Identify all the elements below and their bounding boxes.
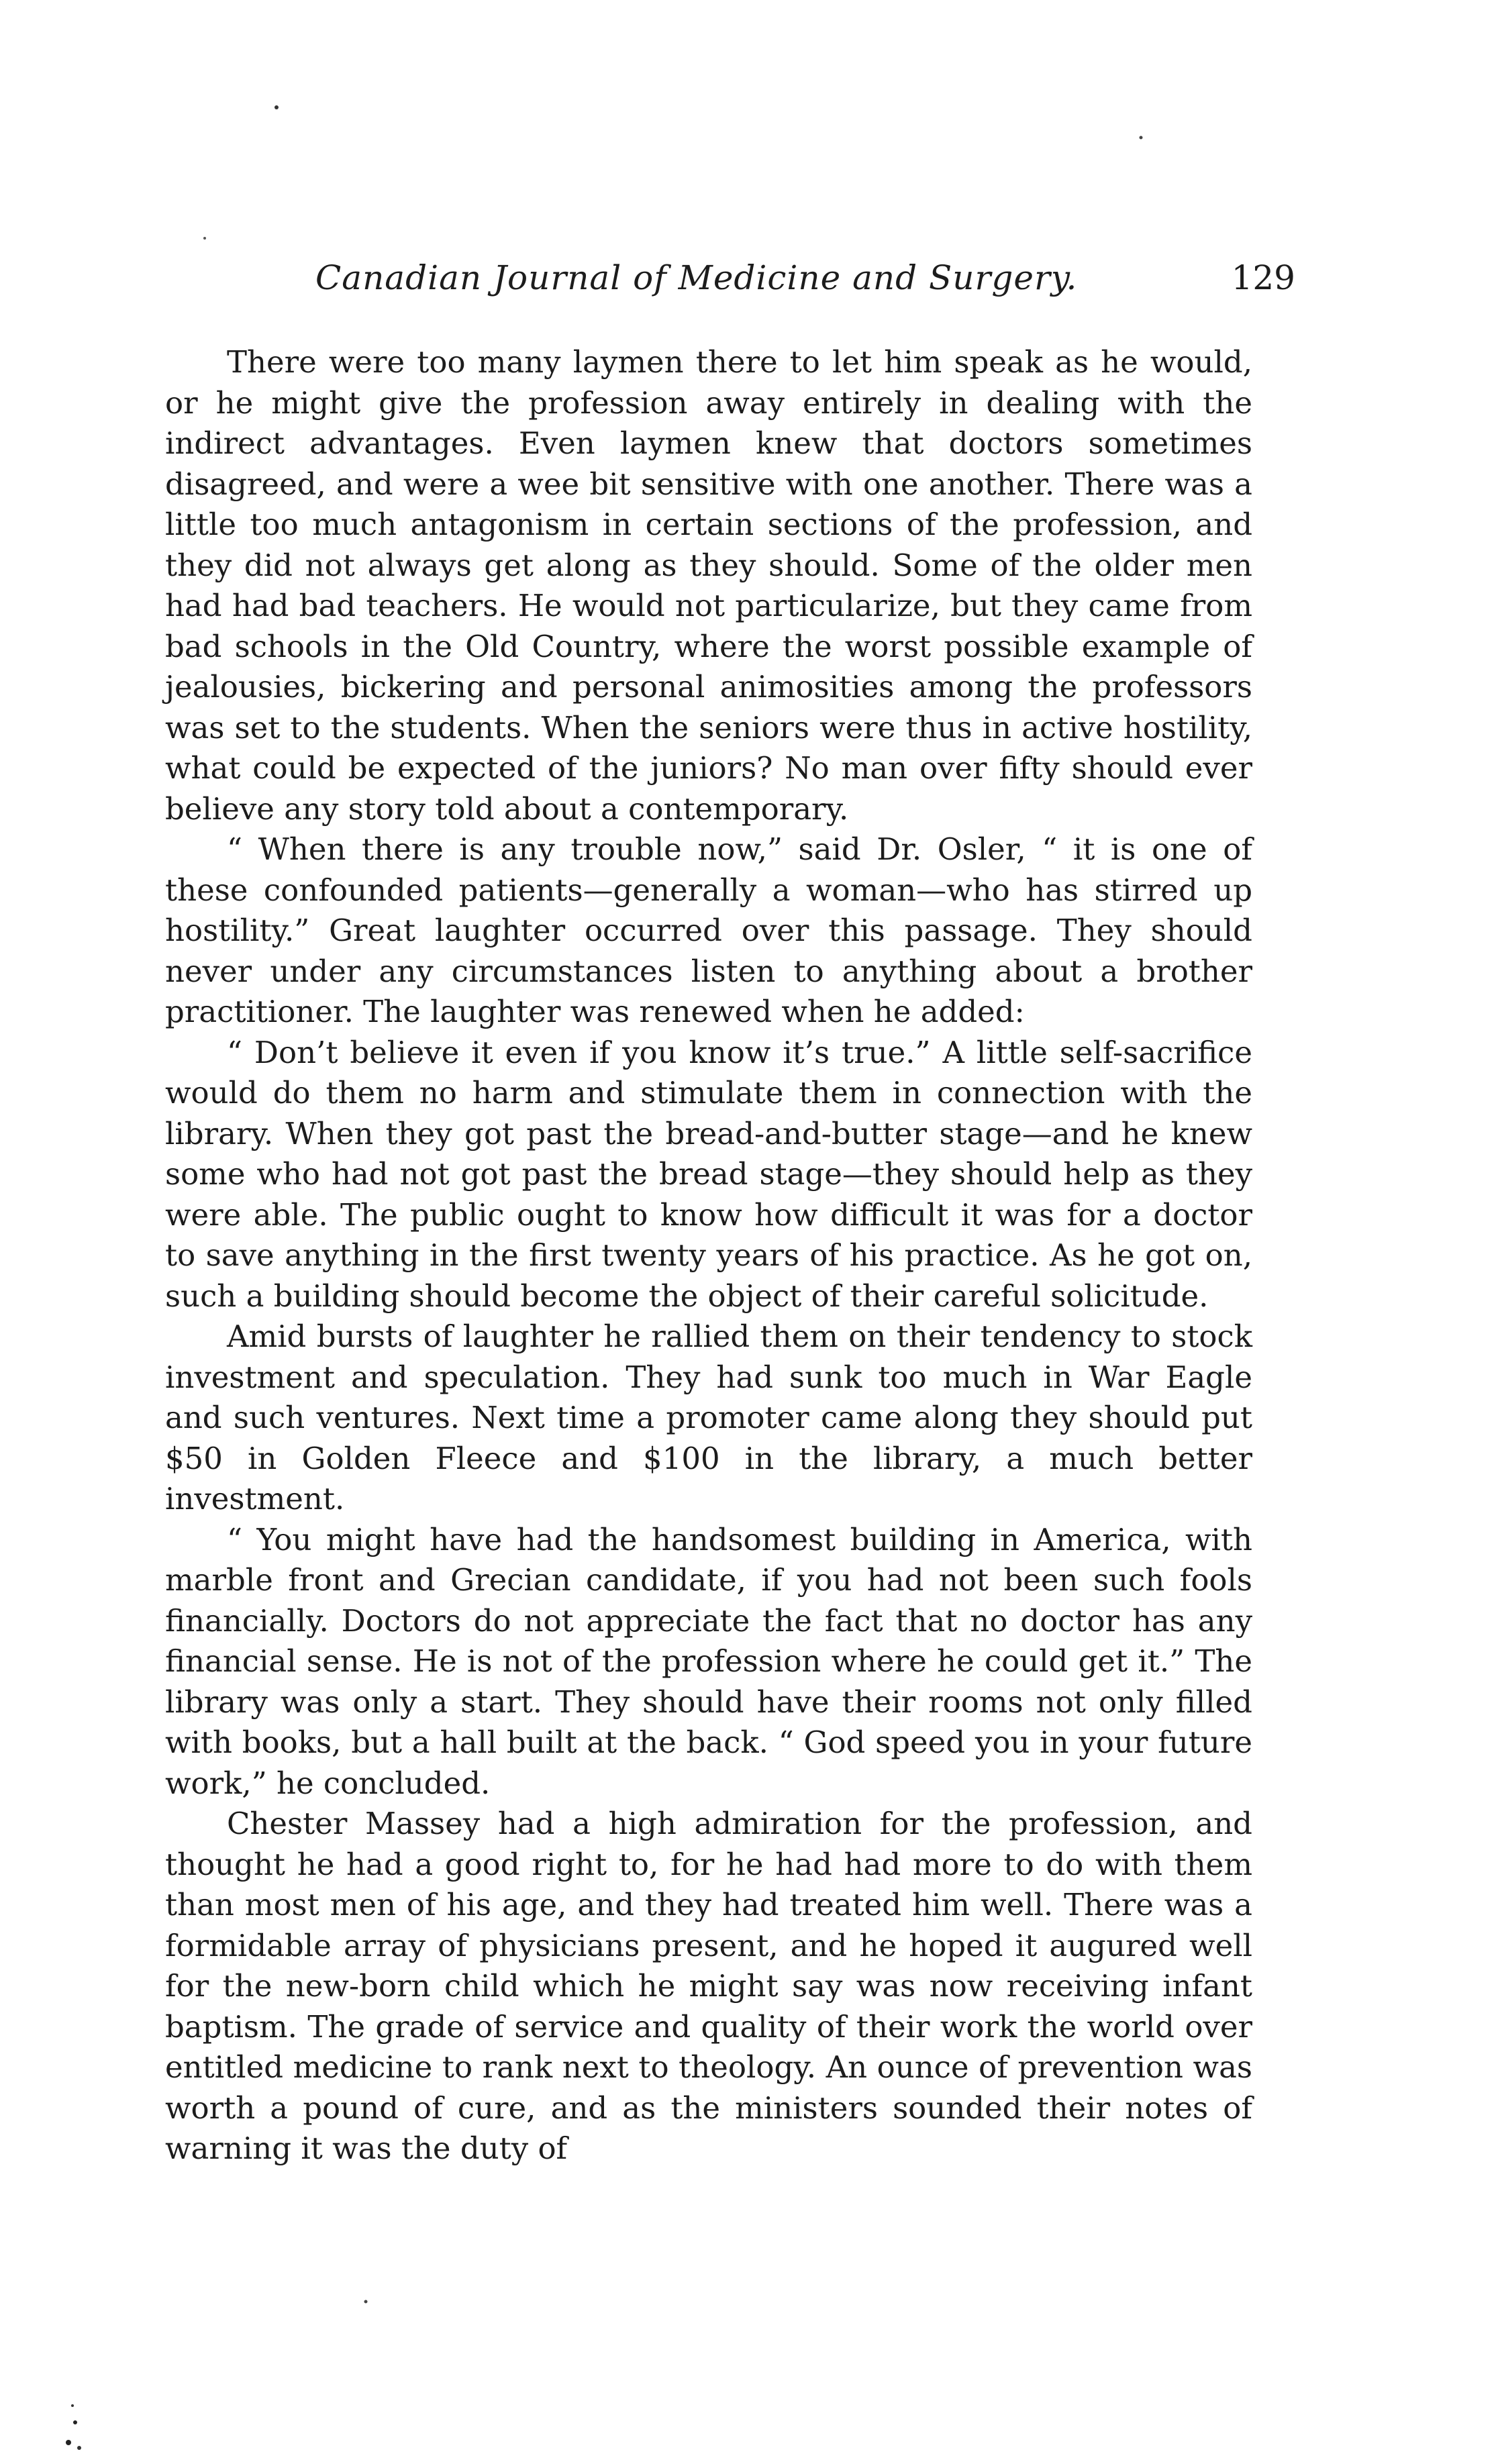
scan-speck xyxy=(1140,136,1143,140)
scan-speck xyxy=(77,2446,81,2450)
paragraph-3: “ Don’t believe it even if you know it’s true.” A little self-sacrifice would do them no harm and stimulate them in connection with the library. When they got past the bread-and-butter stage—and he knew some who had not got past the bread stage—they should help as they were able. The public ought to know how difficult it was for a doctor to save anything in the first twenty years of his practice. As he got on, such a building should become the object of their careful solicitude. xyxy=(165,1034,1252,1314)
journal-title: Canadian Journal of Medicine and Surgery. xyxy=(315,258,1078,297)
paragraph-6: Chester Massey had a high admiration for the profession, and thought he had a good right to, for he had had more to do with them than most men of his age, and they had treated him well. There was a formidable array of physicians present, and he hoped it augured well for the new-born child which he might say was now receiving infant baptism. The grade of service and quality of their work the world over entitled medicine to rank next to theology. An ounce of prevention was worth a pound of cure, and as the ministers sounded their notes of warning it was the duty of xyxy=(165,1806,1252,2166)
paragraph-5: “ You might have had the handsomest building in America, with marble front and Grecian candidate, if you had not been such fools financially. Doctors do not appreciate the fact that no doctor has any financial sense. He is not of the profession where he could get it.” The library was only a start. They should have their rooms not only filled with books, but a hall built at the back. “ God speed you in your future work,” he concluded. xyxy=(165,1521,1252,1801)
scan-speck xyxy=(274,105,279,109)
scan-speck xyxy=(364,2300,368,2304)
scan-speck xyxy=(73,2420,77,2424)
scan-speck xyxy=(203,237,206,240)
paragraph-2: “ When there is any trouble now,” said Dr. Osler, “ it is one of these confounded patients—generally a woman—who has stirred up hostility.” Great laughter occurred over this passage. They should never under any circumstances listen to anything about a brother practitioner. The laughter was renewed when he added: xyxy=(165,831,1252,1029)
scan-speck xyxy=(66,2440,71,2445)
paragraph-1: There were too many laymen there to let him speak as he would, or he might give the profession away entirely in dealing with the indirect advantages. Even laymen knew that doctors sometimes disagreed, and were a wee bit sensitive with one another. There was a little too much antagonism in certain sections of the profession, and they did not always get along as they should. Some of the older men had had bad teachers. He would not particularize, but they came from bad schools in the Old Country, where the worst possible example of jealousies, bickering and personal animosities among the professors was set to the students. When the seniors were thus in active hostility, what could be expected of the juniors? No man over fifty should ever believe any story told about a contemporary. xyxy=(165,344,1252,827)
scan-speck xyxy=(71,2404,74,2407)
page-number: 129 xyxy=(1231,258,1295,297)
paragraph-4: Amid bursts of laughter he rallied them on their tendency to stock investment and speculation. They had sunk too much in War Eagle and such ventures. Next time a promoter came along they should put $50 in Golden Fleece and $100 in the library, a much better investment. xyxy=(165,1319,1252,1517)
